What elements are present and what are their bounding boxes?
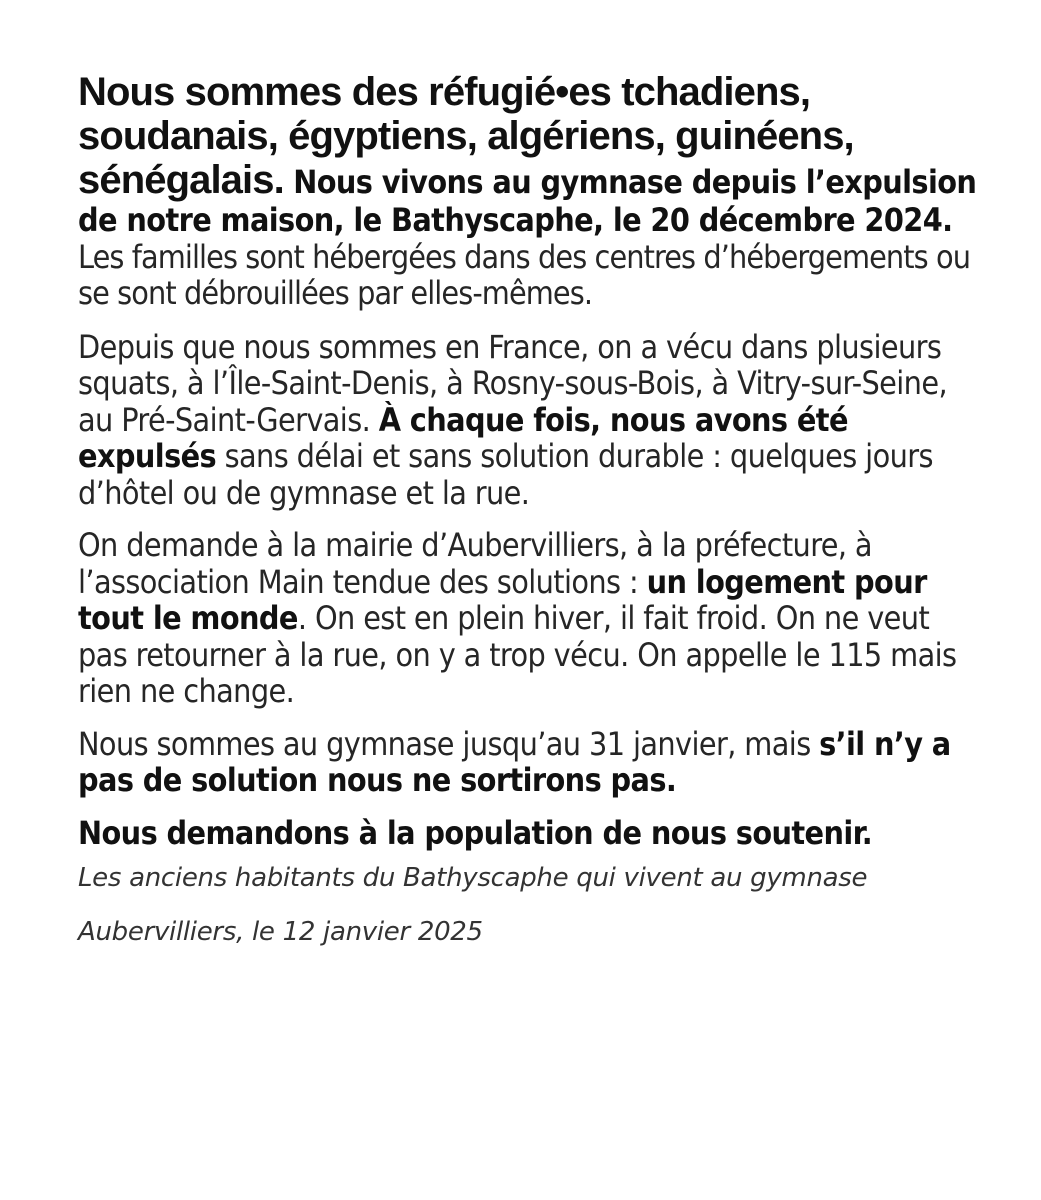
demands-text-1: On demande à la mairie d’Aubervilliers, à la préfecture, à l’association Main tendue des solutions : xyxy=(78,526,872,601)
history-bold: À chaque fois, nous avons été expulsés xyxy=(78,400,848,475)
signature-line-1: Les anciens habitants du Bathyscaphe qui vivent au gymnase xyxy=(78,863,868,893)
paragraph-demands xyxy=(78,527,978,710)
history-text-2: sans délai et sans solution durable : quelques jours d’hôtel ou de gymnase et la rue. xyxy=(78,437,933,512)
intro-headline: Nous sommes des réfugié•es tchadiens, soudanais, égyptiens, algériens, guinéens, sénégalais. xyxy=(78,70,854,202)
paragraph-deadline xyxy=(78,726,978,799)
intro-rest: Les familles sont hébergées dans des centres d’hébergements ou se sont débrouillées par elles-mêmes. xyxy=(78,237,971,312)
history-text-1: Depuis que nous sommes en France, on a vécu dans plusieurs squats, à l’Île-Saint-Denis, à Rosny-sous-Bois, à Vitry-sur-Seine, au Pré-Saint-Gervais. xyxy=(78,327,947,439)
intro-bold-statement: Nous vivons au gymnase depuis l’expulsion de notre maison, le Bathyscaphe, le 20 décembre 2024. xyxy=(78,163,977,239)
document-page xyxy=(78,70,978,971)
paragraph-appeal: Nous demandons à la population de nous soutenir. xyxy=(78,813,873,852)
paragraph-history xyxy=(78,329,978,512)
paragraph-intro xyxy=(78,70,978,312)
demands-text-2: . On est en plein hiver, il fait froid. On ne veut pas retourner à la rue, on y a trop vécu. On appelle le 115 mais rien ne change. xyxy=(78,599,957,710)
demands-bold: un logement pour tout le monde xyxy=(78,562,927,637)
deadline-bold: s’il n’y a pas de solution nous ne sortirons pas. xyxy=(78,724,951,799)
deadline-text-1: Nous sommes au gymnase jusqu’au 31 janvier, mais xyxy=(78,724,820,763)
signature-line-2: Aubervilliers, le 12 janvier 2025 xyxy=(78,917,483,947)
